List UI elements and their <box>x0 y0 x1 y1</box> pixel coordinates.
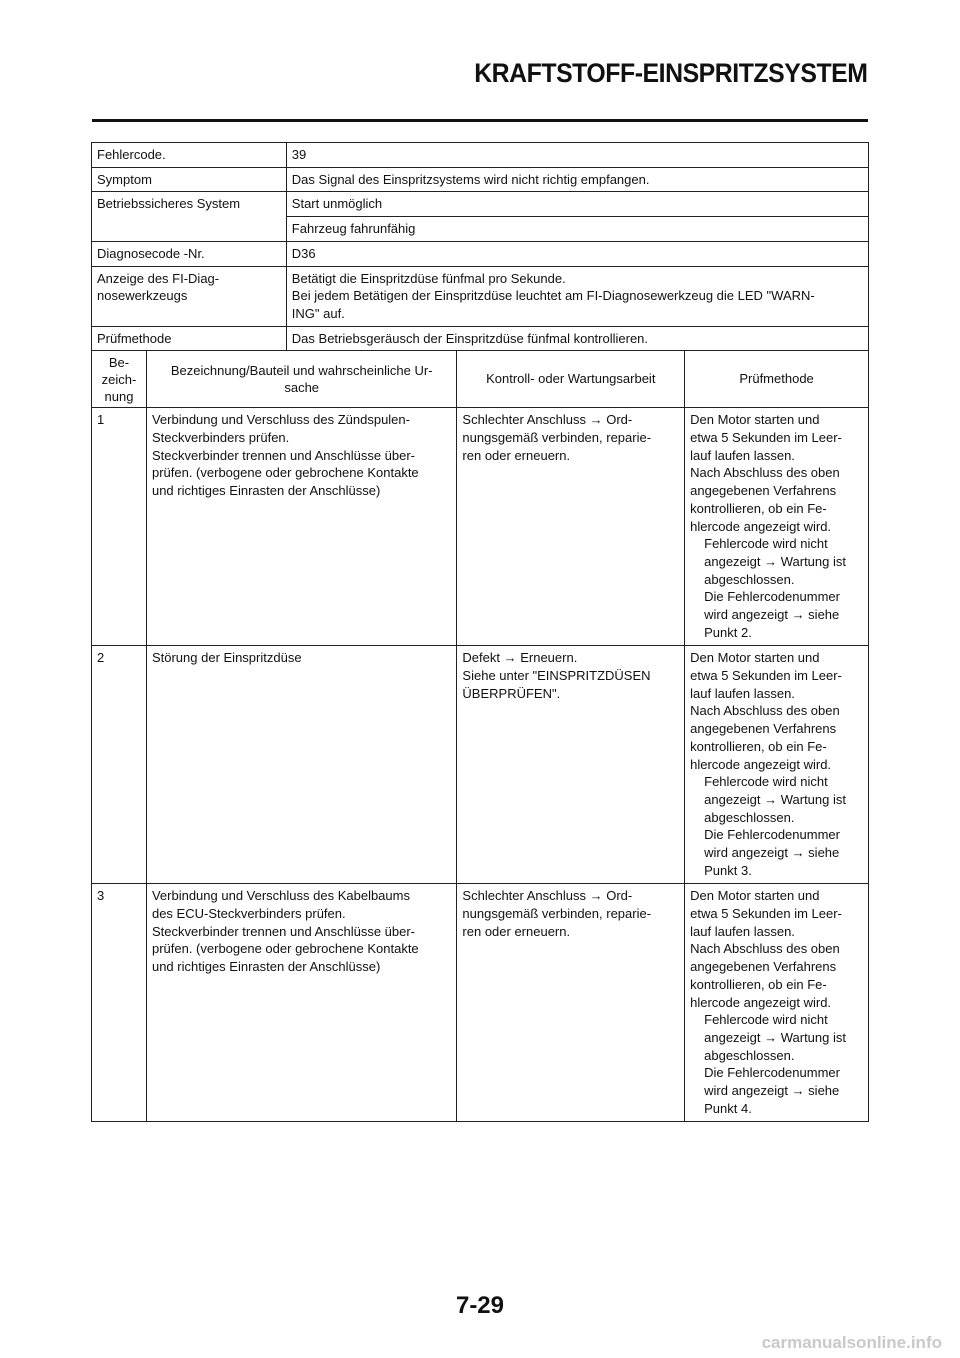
table-row <box>92 408 869 646</box>
method-text: Den Motor starten und etwa 5 Sekunden im Leer- lauf laufen lassen. Nach Abschluss des oben angegebenen Verfahrens kontrollieren, ob ein Fe- hlercode angezeigt wird. <box>690 650 842 772</box>
method-text: Den Motor starten und etwa 5 Sekunden im Leer- lauf laufen lassen. Nach Abschluss des oben angegebenen Verfahrens kontrollieren, ob ein Fe- hlercode angezeigt wird. <box>690 888 842 1010</box>
row-cause: Verbindung und Verschluss des Zündspulen- Steckverbinders prüfen. Steckverbinder trennen und Anschlüsse über- prüfen. (verbogene oder gebrochene Kontakte und richtiges Einrasten der Anschlüsse) <box>146 408 456 646</box>
row-action: Defekt → Erneuern. Siehe unter "EINSPRITZDÜSEN ÜBERPRÜFEN". <box>457 646 685 884</box>
row-cause: Störung der Einspritzdüse <box>146 646 456 884</box>
info-row-anzeige <box>92 266 869 326</box>
row-action: Schlechter Anschluss → Ord- nungsgemäß verbinden, reparie- ren oder erneuern. <box>457 884 685 1122</box>
row-cause: Verbindung und Verschluss des Kabelbaums des ECU-Steckverbinders prüfen. Steckverbinder trennen und Anschlüsse über- prüfen. (verbogene oder gebrochene Kontakte und richtiges Einrasten der Anschlüsse) <box>146 884 456 1122</box>
method-sub-fault: Die Fehlercodenummer wird angezeigt → siehe Punkt 3. <box>704 827 840 878</box>
info-row-diagnosecode <box>92 241 869 266</box>
column-header: Prüfmethode <box>685 351 869 408</box>
info-value: Das Signal des Einspritzsystems wird nicht richtig empfangen. <box>286 167 868 192</box>
info-value: Das Betriebsgeräusch der Einspritzdüse fünfmal kontrollieren. <box>286 326 868 351</box>
row-method <box>685 646 869 884</box>
column-header: Bezeichnung/Bauteil und wahrscheinliche Ur- sache <box>146 351 456 408</box>
method-sub-fault: Die Fehlercodenummer wird angezeigt → siehe Punkt 4. <box>704 1065 840 1116</box>
row-number: 3 <box>92 884 147 1122</box>
info-label: Betriebssicheres System <box>92 192 287 241</box>
header-rule <box>92 119 868 122</box>
page-number: 7-29 <box>455 1292 505 1319</box>
table-row <box>92 646 869 884</box>
info-value: Fahrzeug fahrunfähig <box>286 217 868 242</box>
column-header: Kontroll- oder Wartungsarbeit <box>457 351 685 408</box>
row-method <box>685 884 869 1122</box>
info-row-symptom <box>92 167 869 192</box>
info-row-pruefmethode <box>92 326 869 351</box>
page-title: KRAFTSTOFF-EINSPRITZSYSTEM <box>474 58 868 88</box>
info-value: D36 <box>286 241 868 266</box>
info-row-betriebssicheres-system <box>92 192 869 217</box>
row-number: 2 <box>92 646 147 884</box>
info-row-fehlercode <box>92 143 869 168</box>
column-header-row <box>92 351 869 408</box>
info-label: Symptom <box>92 167 287 192</box>
column-header: Be- zeich- nung <box>92 351 147 408</box>
info-value: Start unmöglich <box>286 192 868 217</box>
info-value: 39 <box>286 143 868 168</box>
watermark: carmanualsonline.info <box>761 1333 942 1352</box>
method-sub-ok: Fehlercode wird nicht angezeigt → Wartung ist abgeschlossen. <box>704 1012 846 1063</box>
row-number: 1 <box>92 408 147 646</box>
info-label: Fehlercode. <box>92 143 287 168</box>
info-label: Diagnosecode -Nr. <box>92 241 287 266</box>
info-label: Anzeige des FI-Diag- nosewerkzeugs <box>92 266 287 326</box>
method-text: Den Motor starten und etwa 5 Sekunden im Leer- lauf laufen lassen. Nach Abschluss des oben angegebenen Verfahrens kontrollieren, ob ein Fe- hlercode angezeigt wird. <box>690 412 842 534</box>
method-sub-fault: Die Fehlercodenummer wird angezeigt → siehe Punkt 2. <box>704 589 840 640</box>
info-label: Prüfmethode <box>92 326 287 351</box>
row-method <box>685 408 869 646</box>
table-row <box>92 884 869 1122</box>
info-value: Betätigt die Einspritzdüse fünfmal pro Sekunde. Bei jedem Betätigen der Einspritzdüse leuchtet am FI-Diagnosewerkzeug die LED "WARN- ING" auf. <box>286 266 868 326</box>
method-sub-ok: Fehlercode wird nicht angezeigt → Wartung ist abgeschlossen. <box>704 774 846 825</box>
row-action: Schlechter Anschluss → Ord- nungsgemäß verbinden, reparie- ren oder erneuern. <box>457 408 685 646</box>
method-sub-ok: Fehlercode wird nicht angezeigt → Wartung ist abgeschlossen. <box>704 536 846 587</box>
fault-table <box>91 142 869 1122</box>
